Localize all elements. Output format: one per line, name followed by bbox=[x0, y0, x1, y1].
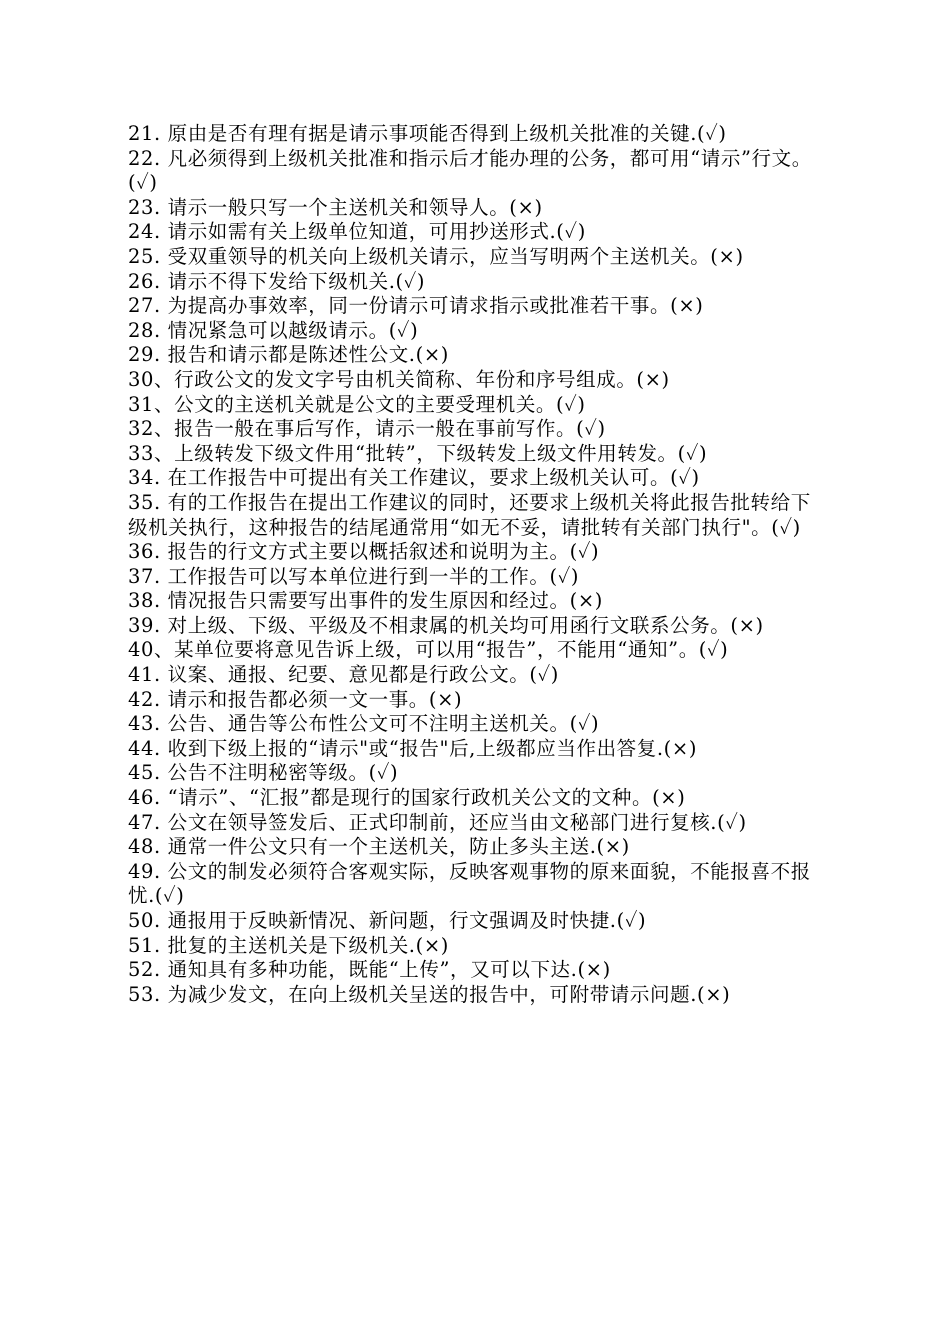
list-item: 47. 公文在领导签发后、正式印制前，还应当由文秘部门进行复核.(✓) bbox=[128, 810, 747, 834]
list-item: 42. 请示和报告都必须一文一事。(×) bbox=[128, 687, 463, 711]
list-item: 45. 公告不注明秘密等级。(✓) bbox=[128, 761, 399, 785]
list-item: 52. 通知具有多种功能，既能“上传”，又可以下达.(×) bbox=[128, 958, 611, 982]
list-item: 49. 公文的制发必须符合客观实际，反映客观事物的原来面貌，不能报喜不报忧.(✓) bbox=[128, 859, 811, 908]
list-item: 36. 报告的行文方式主要以概括叙述和说明为主。(✓) bbox=[128, 540, 600, 564]
list-item: 33、上级转发下级文件用“批转”，下级转发上级文件用转发。(✓) bbox=[128, 441, 708, 465]
list-item: 37. 工作报告可以写本单位进行到一半的工作。(✓) bbox=[128, 564, 580, 588]
list-item: 43. 公告、通告等公布性公文可不注明主送机关。(✓) bbox=[128, 712, 600, 736]
list-item: 44. 收到下级上报的“请示"或“报告"后,上级都应当作出答复.(×) bbox=[128, 736, 698, 760]
list-item: 22. 凡必须得到上级机关批准和指示后才能办理的公务，都可用“请示”行文。(✓) bbox=[128, 146, 812, 195]
list-item: 21. 原由是否有理有据是请示事项能否得到上级机关批准的关键.(✓) bbox=[128, 122, 727, 145]
list-item: 28. 情况紧急可以越级请示。(✓) bbox=[128, 318, 419, 342]
list-item: 31、公文的主送机关就是公文的主要受理机关。(✓) bbox=[128, 392, 586, 416]
list-item: 23. 请示一般只写一个主送机关和领导人。(×) bbox=[128, 195, 543, 219]
list-item: 25. 受双重领导的机关向上级机关请示，应当写明两个主送机关。(×) bbox=[128, 244, 744, 268]
list-item: 27. 为提高办事效率，同一份请示可请求指示或批准若干事。(×) bbox=[128, 294, 704, 318]
list-item: 32、报告一般在事后写作，请示一般在事前写作。(✓) bbox=[128, 417, 606, 441]
list-item: 24. 请示如需有关上级单位知道，可用抄送形式.(✓) bbox=[128, 220, 586, 244]
list-item: 29. 报告和请示都是陈述性公文.(×) bbox=[128, 343, 449, 367]
list-item: 38. 情况报告只需要写出事件的发生原因和经过。(×) bbox=[128, 589, 603, 613]
list-item: 35. 有的工作报告在提出工作建议的同时，还要求上级机关将此报告批转给下级机关执行，这种报告的结尾通常用“如无不妥，请批转有关部门执行"。(✓) bbox=[128, 490, 811, 539]
list-item: 34. 在工作报告中可提出有关工作建议，要求上级机关认可。(✓) bbox=[128, 466, 700, 490]
list-item: 46. “请示”、“汇报”都是现行的国家行政机关公文的文种。(×) bbox=[128, 786, 686, 810]
list-item: 48. 通常一件公文只有一个主送机关，防止多头主送.(×) bbox=[128, 835, 630, 859]
list-item: 50. 通报用于反映新情况、新问题，行文强调及时快捷.(✓) bbox=[128, 909, 647, 932]
list-item: 39. 对上级、下级、平级及不相隶属的机关均可用函行文联系公务。(×) bbox=[128, 613, 764, 637]
list-item: 53. 为减少发文，在向上级机关呈送的报告中，可附带请示问题.(×) bbox=[128, 982, 731, 1006]
list-item: 26. 请示不得下发给下级机关.(✓) bbox=[128, 269, 426, 293]
document-body bbox=[128, 122, 828, 1007]
list-item: 40、某单位要将意见告诉上级，可以用“报告”，不能用“通知”。(✓) bbox=[128, 638, 729, 662]
list-item: 41. 议案、通报、纪要、意见都是行政公文。(✓) bbox=[128, 663, 560, 687]
list-item: 51. 批复的主送机关是下级机关.(×) bbox=[128, 933, 449, 957]
list-item: 30、行政公文的发文字号由机关简称、年份和序号组成。(×) bbox=[128, 367, 670, 391]
